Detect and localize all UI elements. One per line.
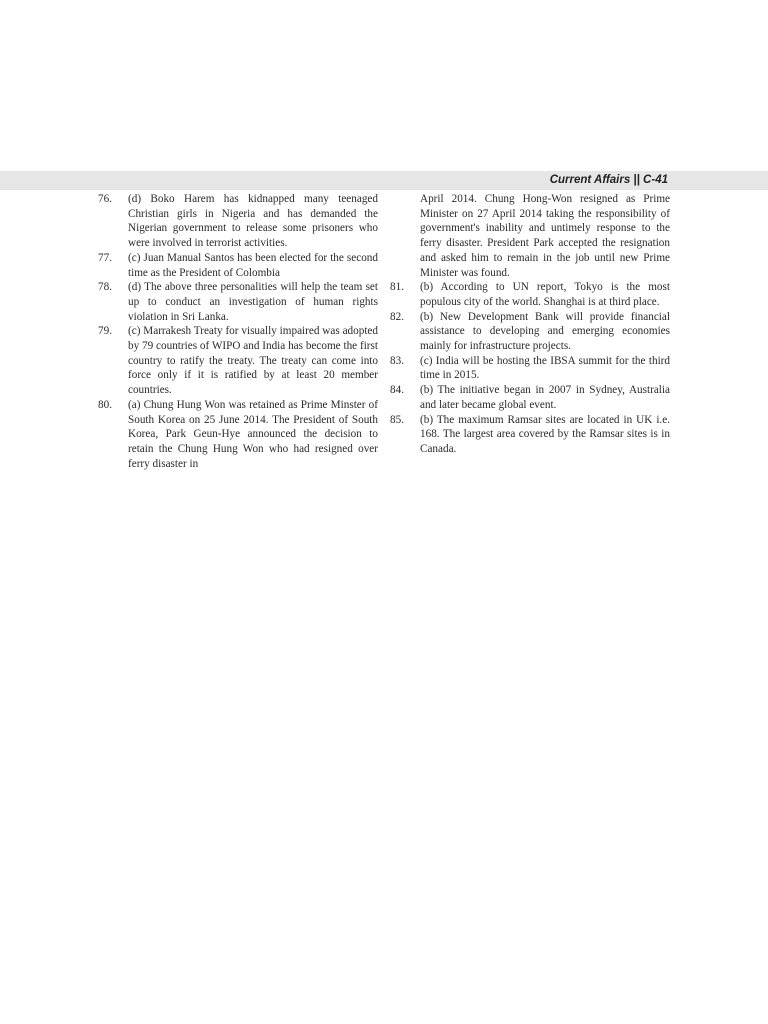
running-header — [0, 171, 768, 190]
entry-number: 83. — [390, 354, 404, 367]
entry-text: (a) Chung Hung Won was retained as Prime Minster of South Korea on 25 June 2014. The President of South Korea, Park Geun-Hye announced the decision to retain the Chung Hung Won who had resigned over ferry disaster in — [128, 398, 378, 470]
answer-entry-77 — [98, 251, 378, 280]
entry-text: (b) According to UN report, Tokyo is the most populous city of the world. Shanghai is at third place. — [420, 281, 670, 308]
answer-entry-80 — [98, 398, 378, 472]
entry-number: 81. — [390, 281, 404, 294]
answer-entry-78 — [98, 280, 378, 324]
header-title: Current Affairs || C-41 — [549, 174, 668, 186]
entry-number: 78. — [98, 281, 112, 294]
entry-text: (d) Boko Harem has kidnapped many teenaged Christian girls in Nigeria and has demanded the Nigerian government to release some prisoners who were involved in terrorist activities. — [128, 193, 378, 250]
entry-number: 85. — [390, 413, 404, 426]
entry-text: (c) India will be hosting the IBSA summit for the third time in 2015. — [420, 354, 670, 382]
left-column — [98, 192, 378, 471]
entry-number: 79. — [98, 325, 112, 338]
entry-number: 82. — [390, 310, 404, 323]
answer-entry-85 — [390, 413, 670, 457]
entry-number: 80. — [98, 398, 112, 411]
entry-number: 77. — [98, 251, 112, 264]
entry-text: (b) The initiative began in 2007 in Sydney, Australia and later became global event. — [420, 384, 670, 411]
answer-entry-82 — [390, 310, 670, 354]
answer-entry-80-continuation: April 2014. Chung Hong-Won resigned as Prime Minister on 27 April 2014 taking the responsibility of government's inability and untimely response to the ferry disaster. President Park accepted the resignation and asked him to remain in the job until new Prime Minister was found. — [420, 193, 670, 279]
entry-text: (c) Marrakesh Treaty for visually impaired was adopted by 79 countries of WIPO and India has become the first country to ratify the treaty. The treaty can come into force only if it is ratified by at least 20 member countries. — [128, 325, 378, 397]
entry-text: (d) The above three personalities will help the team set up to conduct an investigation of human rights violation in Sri Lanka. — [128, 281, 378, 323]
entry-number: 84. — [390, 384, 404, 397]
answer-entry-81 — [390, 280, 670, 309]
entry-text: (b) New Development Bank will provide financial assistance to developing and emerging economies mainly for infrastructure projects. — [420, 310, 670, 353]
entry-text: (b) The maximum Ramsar sites are located in UK i.e. 168. The largest area covered by the Ramsar sites is in Canada. — [420, 413, 670, 455]
answer-entry-83 — [390, 354, 670, 383]
answer-entry-76 — [98, 192, 378, 251]
entry-number: 76. — [98, 193, 112, 205]
right-column — [390, 192, 670, 457]
answer-entry-84 — [390, 383, 670, 412]
entry-text: (c) Juan Manual Santos has been elected for the second time as the President of Colombia — [128, 251, 378, 279]
answer-entry-79 — [98, 324, 378, 398]
